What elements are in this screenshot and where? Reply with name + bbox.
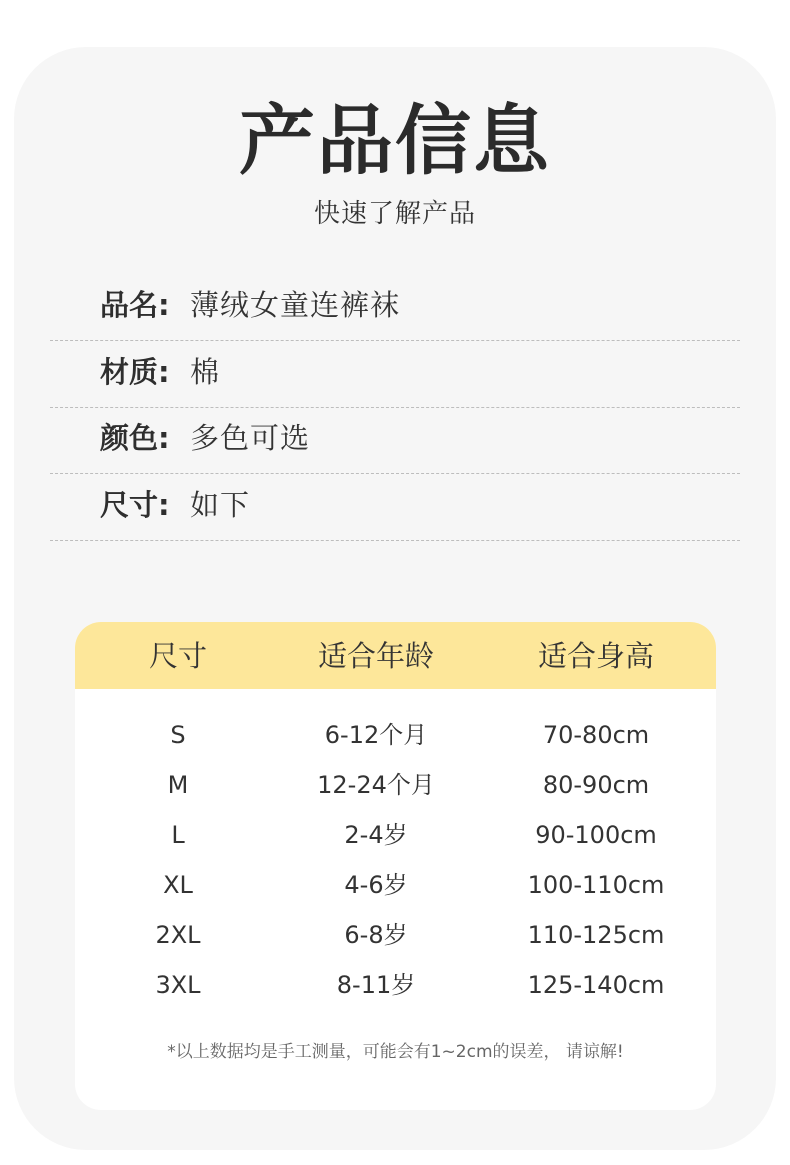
cell-size: 2XL (155, 921, 201, 949)
cell-size: 3XL (155, 971, 201, 999)
cell-size: L (171, 821, 185, 849)
table-row (75, 865, 716, 905)
header-size: 尺寸 (148, 639, 207, 673)
info-row-name (50, 275, 740, 341)
cell-height: 125-140cm (527, 971, 665, 999)
info-row-material (50, 342, 740, 408)
cell-height: 100-110cm (527, 871, 665, 899)
cell-age: 4-6岁 (344, 871, 408, 899)
info-value: 如下 (190, 488, 251, 522)
header-height: 适合身高 (537, 639, 654, 673)
cell-age: 12-24个月 (317, 771, 435, 799)
cell-height: 80-90cm (542, 771, 650, 799)
info-row-color (50, 408, 740, 474)
cell-age: 6-8岁 (344, 921, 408, 949)
size-table (75, 622, 716, 1110)
info-row-size (50, 475, 740, 541)
info-label: 品名: (100, 288, 170, 322)
cell-age: 6-12个月 (324, 721, 428, 749)
cell-age: 2-4岁 (344, 821, 408, 849)
info-value: 多色可选 (190, 421, 311, 455)
cell-size: M (167, 771, 189, 799)
table-row (75, 915, 716, 955)
info-value: 薄绒女童连裤袜 (190, 288, 401, 322)
cell-height: 110-125cm (527, 921, 665, 949)
cell-age: 8-11岁 (336, 971, 416, 999)
page-title: 产品信息 (239, 96, 551, 185)
info-label: 材质: (100, 355, 170, 389)
cell-size: XL (163, 871, 193, 899)
table-row (75, 815, 716, 855)
table-row (75, 715, 716, 755)
cell-height: 70-80cm (542, 721, 650, 749)
measurement-note: *以上数据均是手工测量，可能会有1~2cm的误差， 请谅解! (167, 1042, 624, 1062)
info-value: 棉 (190, 355, 221, 389)
table-row (75, 965, 716, 1005)
page-subtitle: 快速了解产品 (313, 199, 476, 229)
cell-size: S (170, 721, 186, 749)
table-row (75, 765, 716, 805)
cell-height: 90-100cm (535, 821, 657, 849)
header-age: 适合年龄 (317, 639, 434, 673)
info-label: 颜色: (100, 421, 170, 455)
size-table-header (75, 622, 716, 689)
info-label: 尺寸: (100, 488, 170, 522)
